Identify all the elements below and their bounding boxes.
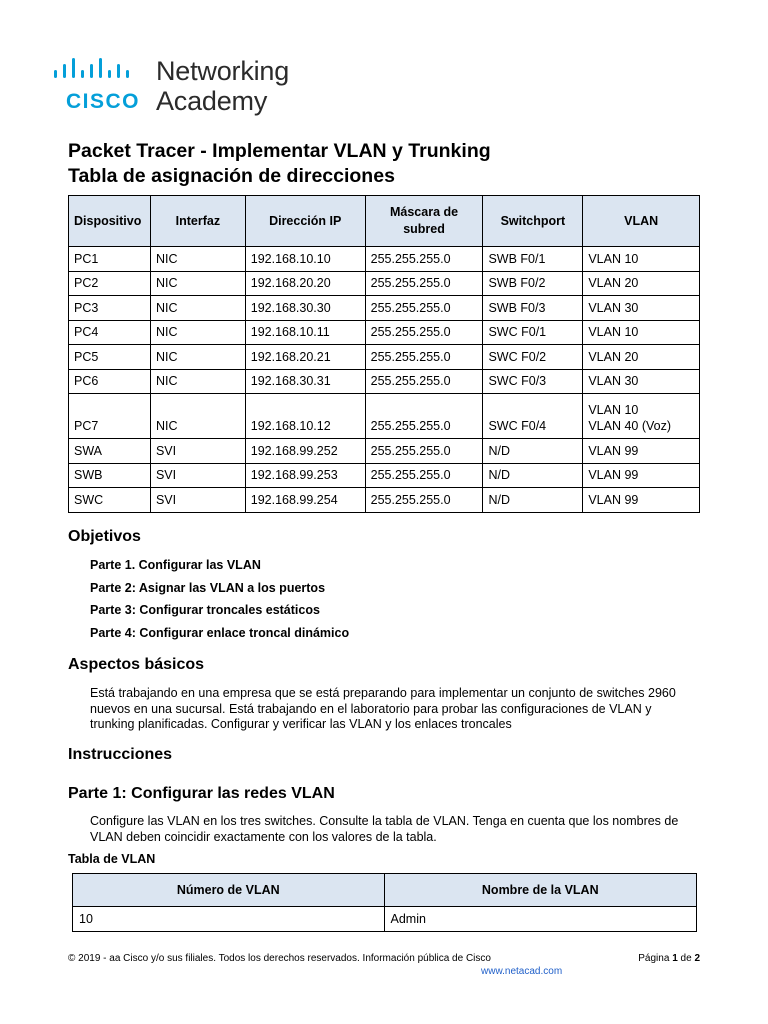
cell-device: PC6 [69, 369, 151, 394]
cell-vlan: VLAN 30 [583, 369, 700, 394]
cell-vlan-line1: VLAN 10 [588, 403, 639, 417]
cell-switchport: SWC F0/4 [483, 394, 583, 439]
cell-mask: 255.255.255.0 [365, 488, 483, 513]
objective-item: Parte 3: Configurar troncales estáticos [90, 603, 320, 617]
background-line: Está trabajando en una empresa que se está preparando para implementar un conjunto de switches 2960 [90, 686, 676, 700]
objectives-heading: Objetivos [68, 528, 141, 545]
table-row [69, 247, 700, 272]
cell-mask: 255.255.255.0 [365, 369, 483, 394]
cell-interface: NIC [150, 345, 245, 370]
cell-interface: SVI [150, 439, 245, 464]
objective-item: Parte 1. Configurar las VLAN [90, 558, 261, 572]
part1-line: Configure las VLAN en los tres switches. Consulte la tabla de VLAN. Tenga en cuenta que los nombres de [90, 814, 679, 828]
cell-vlan: VLAN 10 [583, 247, 700, 272]
cell-device: PC7 [69, 394, 151, 439]
table-row [69, 369, 700, 394]
cell-device: PC2 [69, 271, 151, 296]
vlan-table-label: Tabla de VLAN [68, 852, 156, 866]
background-line: nuevos en una sucursal. Está trabajando en el laboratorio para probar las configuraciones de VLAN y [90, 701, 652, 716]
header-vlan-name: Nombre de la VLAN [384, 874, 697, 907]
cell-vlan: VLAN 99 [583, 488, 700, 513]
doc-title: Packet Tracer - Implementar VLAN y Trunking [68, 140, 491, 162]
objective-item: Parte 2: Asignar las VLAN a los puertos [90, 581, 326, 595]
objective-item: Parte 4: Configurar enlace troncal dinámico [90, 626, 350, 640]
header-mask [365, 196, 483, 247]
page-current: 1 [672, 953, 678, 964]
instructions-heading: Instrucciones [68, 746, 173, 763]
cell-vlan-line2: VLAN 40 (Voz) [588, 419, 672, 433]
header-switchport: Switchport [483, 196, 583, 247]
header-vlan: VLAN [583, 196, 700, 247]
table-row [69, 394, 700, 439]
cell-device: SWB [69, 463, 151, 488]
cell-mask: 255.255.255.0 [365, 296, 483, 321]
cell-vlan-name: Admin [384, 907, 697, 932]
cell-switchport: N/D [483, 463, 583, 488]
table-row [69, 488, 700, 513]
cell-interface: NIC [150, 320, 245, 345]
cell-mask: 255.255.255.0 [365, 271, 483, 296]
cell-switchport: SWB F0/3 [483, 296, 583, 321]
cell-interface: SVI [150, 488, 245, 513]
header-ip: Dirección IP [245, 196, 365, 247]
cell-vlan: VLAN 99 [583, 463, 700, 488]
header-mask-line2: subred [403, 222, 445, 236]
cell-interface: NIC [150, 247, 245, 272]
table-row [69, 271, 700, 296]
cell-device: SWC [69, 488, 151, 513]
cell-interface: NIC [150, 369, 245, 394]
cell-interface: NIC [150, 271, 245, 296]
cell-device: PC4 [69, 320, 151, 345]
cell-ip: 192.168.99.254 [245, 488, 365, 513]
address-table [68, 195, 700, 513]
table-row [69, 296, 700, 321]
cisco-wordmark: CISCO [66, 90, 141, 113]
vlan-table-header [73, 874, 697, 907]
section-title-address-table: Tabla de asignación de direcciones [68, 165, 395, 187]
header-interface: Interfaz [150, 196, 245, 247]
cisco-bridge-icon [52, 56, 152, 86]
cell-switchport: SWB F0/2 [483, 271, 583, 296]
logo-text [156, 56, 289, 116]
cell-vlan [583, 394, 700, 439]
background-heading: Aspectos básicos [68, 656, 205, 673]
cell-ip: 192.168.30.31 [245, 369, 365, 394]
cell-switchport: SWC F0/2 [483, 345, 583, 370]
cell-mask: 255.255.255.0 [365, 439, 483, 464]
cell-ip: 192.168.99.253 [245, 463, 365, 488]
cell-interface: NIC [150, 296, 245, 321]
cell-switchport: N/D [483, 439, 583, 464]
footer-page-number [638, 953, 700, 964]
cell-switchport: N/D [483, 488, 583, 513]
cell-device: PC1 [69, 247, 151, 272]
cell-device: PC5 [69, 345, 151, 370]
part1-heading: Parte 1: Configurar las redes VLAN [68, 785, 335, 802]
cell-device: SWA [69, 439, 151, 464]
cell-switchport: SWB F0/1 [483, 247, 583, 272]
cell-ip: 192.168.10.10 [245, 247, 365, 272]
cell-ip: 192.168.10.12 [245, 394, 365, 439]
cell-ip: 192.168.20.21 [245, 345, 365, 370]
table-row [69, 320, 700, 345]
cell-mask: 255.255.255.0 [365, 345, 483, 370]
header-mask-line1: Máscara de [389, 205, 459, 219]
cell-ip: 192.168.10.11 [245, 320, 365, 345]
logo-line-academy: Academy [156, 86, 268, 116]
footer-copyright: © 2019 - aa Cisco y/o sus filiales. Todos los derechos reservados. Información pública de Cisco [68, 953, 491, 964]
cell-vlan: VLAN 20 [583, 345, 700, 370]
part1-paragraph [90, 814, 690, 845]
page-of: de [680, 953, 692, 964]
cell-vlan: VLAN 10 [583, 320, 700, 345]
page-title [68, 139, 708, 189]
part1-line: VLAN deben coincidir exactamente con los valores de la tabla. [90, 829, 437, 844]
page-word: Página [638, 953, 670, 964]
table-row [69, 463, 700, 488]
header-vlan-number: Número de VLAN [73, 874, 385, 907]
cell-interface: SVI [150, 463, 245, 488]
table-row [69, 345, 700, 370]
cell-mask: 255.255.255.0 [365, 247, 483, 272]
table-row [69, 439, 700, 464]
header-device: Dispositivo [69, 196, 151, 247]
netacad-link[interactable]: www.netacad.com [481, 966, 563, 977]
cell-ip: 192.168.99.252 [245, 439, 365, 464]
cisco-networking-academy-logo [52, 56, 312, 120]
page-total: 2 [694, 953, 700, 964]
table-row [73, 907, 697, 932]
logo-line-networking: Networking [156, 56, 290, 86]
address-table-header [69, 196, 700, 247]
cell-ip: 192.168.30.30 [245, 296, 365, 321]
cell-vlan: VLAN 99 [583, 439, 700, 464]
vlan-table [72, 873, 697, 932]
background-line: trunking planificadas. Configurar y verificar las VLAN y los enlaces troncales [90, 717, 512, 731]
cell-mask: 255.255.255.0 [365, 320, 483, 345]
cell-mask: 255.255.255.0 [365, 463, 483, 488]
background-paragraph [90, 686, 690, 733]
cell-ip: 192.168.20.20 [245, 271, 365, 296]
cell-switchport: SWC F0/1 [483, 320, 583, 345]
cell-vlan-number: 10 [73, 907, 385, 932]
cell-interface: NIC [150, 394, 245, 439]
cell-vlan: VLAN 30 [583, 296, 700, 321]
cell-device: PC3 [69, 296, 151, 321]
cell-vlan: VLAN 20 [583, 271, 700, 296]
cell-mask: 255.255.255.0 [365, 394, 483, 439]
cell-switchport: SWC F0/3 [483, 369, 583, 394]
